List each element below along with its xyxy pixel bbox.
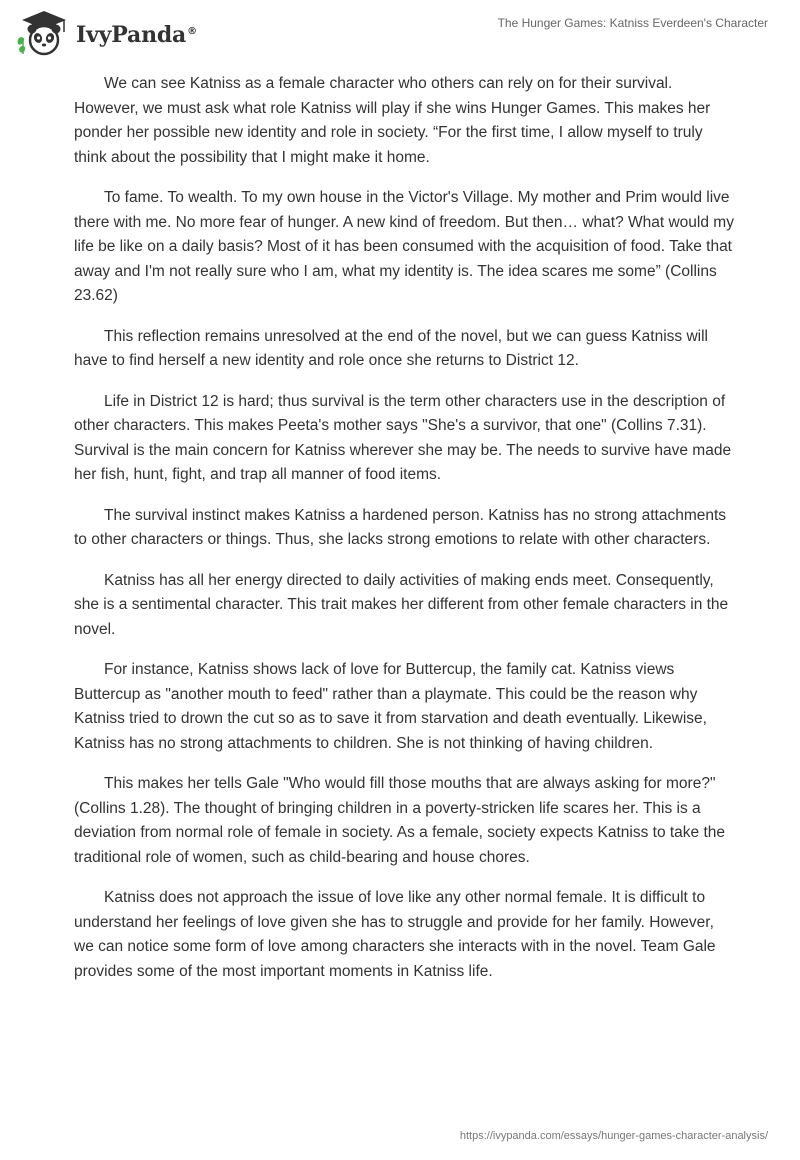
paragraph: We can see Katniss as a female character who others can rely on for their survival. However, we must ask what role Katniss will play if she wins Hunger Games. This makes her ponder her possible new identity and role in society. “For the first time, I allow myself to truly think about the possibility that I might make it home. xyxy=(74,75,711,166)
paragraph: This reflection remains unresolved at the end of the novel, but we can guess Katniss will have to find herself a new identity and role once she returns to District 12. xyxy=(74,327,708,369)
paragraph: Katniss has all her energy directed to daily activities of making ends meet. Consequently, she is a sentimental character. This trait makes her different from other female characters in the novel. xyxy=(74,571,729,638)
brand-registered-mark: ® xyxy=(187,25,197,37)
paragraph: The survival instinct makes Katniss a hardened person. Katniss has no strong attachments to other characters or things. Thus, she lacks strong emotions to relate with other characters. xyxy=(74,506,727,548)
brand-name: IvyPanda® xyxy=(76,22,197,48)
paragraph: To fame. To wealth. To my own house in the Victor's Village. My mother and Prim would live there with me. No more fear of hunger. A new kind of freedom. But then… what? What would my life be like on a daily basis? Most of it has been consumed with the acquisition of food. Take that away and I'm not really sure who I am, what my identity is. The idea scares me some” (Collins 23.62) xyxy=(74,189,734,304)
paragraph: Life in District 12 is hard; thus survival is the term other characters use in the description of other characters. This makes Peeta's mother says "She's a survivor, that one" (Collins 7.31). Survival is the main concern for Katniss wherever she may be. The needs to survive have made her fish, hunt, fight, and trap all manner of food items. xyxy=(74,392,732,483)
source-url[interactable]: https://ivypanda.com/essays/hunger-games-character-analysis/ xyxy=(459,1130,768,1142)
paragraph: For instance, Katniss shows lack of love for Buttercup, the family cat. Katniss views Buttercup as "another mouth to feed" rather than a playmate. This could be the reason why Katniss tried to drown the cut so as to save it from starvation and death eventually. Likewise, Katniss has no strong attachments to children. She is not thinking of having children. xyxy=(74,661,707,752)
essay-body xyxy=(74,72,734,1000)
panda-graduation-cap-icon xyxy=(14,8,70,58)
page-header xyxy=(0,0,800,70)
brand-logo[interactable] xyxy=(14,8,197,58)
paragraph: This makes her tells Gale "Who would fill those mouths that are always asking for more?" (Collins 1.28). The thought of bringing children in a poverty-stricken life scares her. This is a deviation from normal role of female in society. As a female, society expects Katniss to take the traditional role of women, such as child-bearing and house chores. xyxy=(74,775,726,866)
paragraph: Katniss does not approach the issue of love like any other normal female. It is difficult to understand her feelings of love given she has to struggle and provide for her family. However, we can notice some form of love among characters she interacts with in the novel. Team Gale provides some of the most important moments in Katniss life. xyxy=(74,889,716,980)
document-title: The Hunger Games: Katniss Everdeen's Character xyxy=(497,16,768,30)
